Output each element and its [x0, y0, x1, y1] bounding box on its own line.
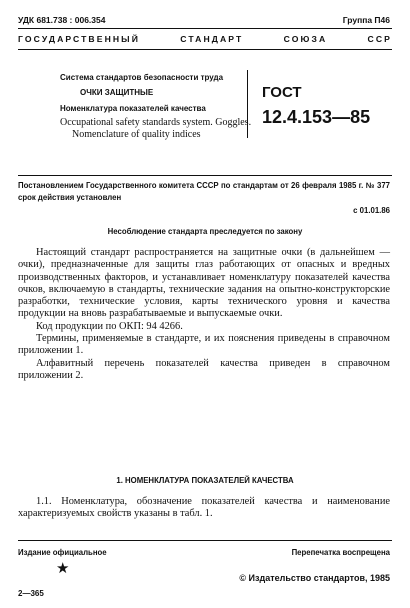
- header-rule-top: [18, 28, 392, 29]
- intro-paragraph-2: Код продукции по ОКП: 94 4266.: [36, 320, 183, 332]
- standards-system-title: Система стандартов безопасности труда: [60, 73, 224, 82]
- english-title-line-1: Occupational safety standards system. Goggles.: [60, 117, 252, 128]
- section-1-title: 1. НОМЕНКЛАТУРА ПОКАЗАТЕЛЕЙ КАЧЕСТВА: [116, 476, 294, 485]
- state-standard-banner: ГОСУДАРСТВЕННЫЙ СТАНДАРТ СОЮЗА ССР: [18, 34, 392, 44]
- page-code: 2—365: [18, 589, 44, 598]
- star-icon: ★: [56, 561, 70, 577]
- effective-date: с 01.01.86: [353, 206, 390, 215]
- section-divider: [18, 175, 392, 176]
- official-edition-label: Издание официальное: [18, 548, 107, 557]
- section-1-paragraph: 1.1. Номенклатура, обозначение показателей качества и наименование характеризуемых свойств указаны в табл. 1.: [18, 496, 390, 520]
- publisher-copyright: © Издательство стандартов, 1985: [239, 573, 390, 583]
- intro-paragraph-4: Алфавитный перечень показателей качества приведен в справочном приложении 2.: [18, 357, 390, 381]
- footer-rule: [18, 540, 392, 541]
- gost-number: 12.4.153—85: [262, 107, 371, 127]
- header-rule-bottom: [18, 49, 392, 50]
- subject-title: Номенклатура показателей качества: [60, 104, 206, 113]
- non-compliance-note: Несоблюдение стандарта преследуется по закону: [107, 227, 303, 236]
- udk-code: УДК 681.738 : 006.354: [18, 15, 106, 25]
- english-title-line-2: Nomenclature of quality indices: [72, 129, 201, 140]
- gost-label: ГОСТ: [262, 84, 302, 101]
- intro-body: [18, 247, 390, 382]
- group-code: Группа П46: [342, 15, 390, 25]
- intro-paragraph-1: Настоящий стандарт распространяется на защитные очки (в дальнейшем — очки), предназначенные для защиты глаз работающих от опасных и вредных производственных факторов, и устанавливает номенклатуру показателей качества очков, включаемую в стандарты, технические задания на опытно-конструкторские разработки, технические условия, карты технического уровня и качества продукции на вновь разрабатываемые и выпускаемые очки.: [18, 247, 390, 320]
- decree-text: Постановлением Государственного комитета СССР по стандартам от 26 февраля 1985 г. № 377 срок действия установлен: [18, 181, 390, 202]
- reprint-forbidden-label: Перепечатка воспрещена: [291, 548, 390, 557]
- product-title: ОЧКИ ЗАЩИТНЫЕ: [80, 88, 154, 97]
- intro-paragraph-3: Термины, применяемые в стандарте, и их пояснения приведены в справочном приложении 1.: [18, 333, 390, 357]
